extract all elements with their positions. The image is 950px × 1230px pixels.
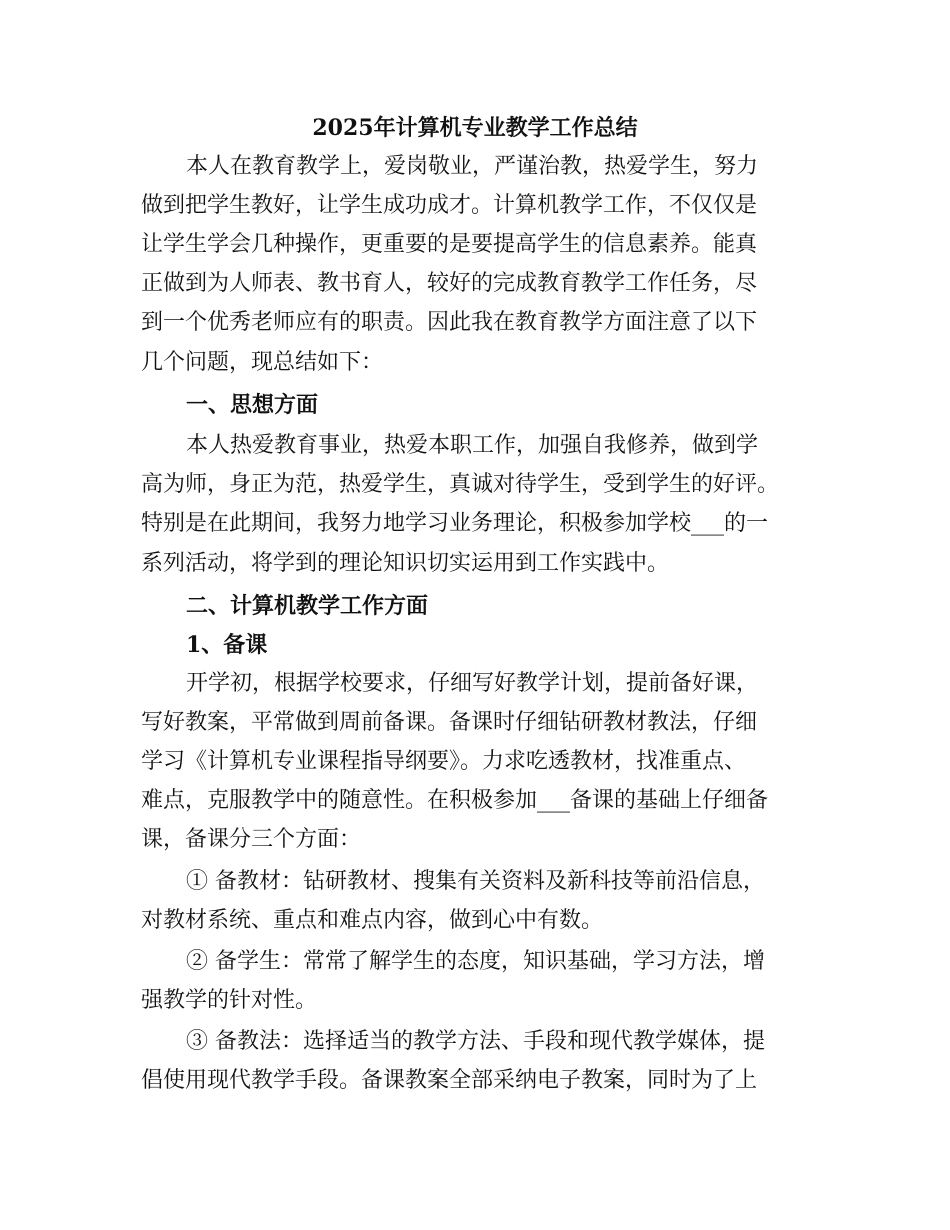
subsection-heading-lesson-prep: 1、备课 bbox=[186, 632, 268, 658]
paragraph-line: 特别是在此期间，我努力地学习业务理论，积极参加学校___的一 bbox=[141, 511, 769, 536]
paragraph-line: 课，备课分三个方面： bbox=[141, 827, 362, 852]
paragraph-line: 开学初，根据学校要求，仔细写好教学计划，提前备好课， bbox=[186, 671, 759, 696]
list-item-materials: ① 备教材：钻研教材、搜集有关资料及新科技等前沿信息， bbox=[186, 869, 765, 894]
paragraph-line: 系列活动，将学到的理论知识切实运用到工作实践中。 bbox=[141, 551, 670, 576]
paragraph-line: 倡使用现代教学手段。备课教案全部采纳电子教案，同时为了上 bbox=[141, 1068, 758, 1093]
paragraph-line: 做到把学生教好，让学生成功成才。计算机教学工作，不仅仅是 bbox=[141, 193, 758, 218]
paragraph-line: 本人热爱教育事业，热爱本职工作，加强自我修养，做到学 bbox=[186, 433, 759, 458]
document-title: 2025年计算机专业教学工作总结 bbox=[312, 115, 638, 141]
section-heading-teaching: 二、计算机教学工作方面 bbox=[186, 593, 429, 619]
paragraph-line: 对教材系统、重点和难点内容，做到心中有数。 bbox=[141, 908, 604, 933]
paragraph-line: 让学生学会几种操作，更重要的是要提高学生的信息素养。能真 bbox=[141, 232, 758, 257]
section-heading-thought: 一、思想方面 bbox=[186, 392, 319, 418]
paragraph-line: 正做到为人师表、教书育人，较好的完成教育教学工作任务，尽 bbox=[141, 271, 758, 296]
paragraph-line: 强教学的针对性。 bbox=[141, 988, 318, 1013]
paragraph-line: 写好教案，平常做到周前备课。备课时仔细钻研教材教法，仔细 bbox=[141, 710, 758, 735]
paragraph-line: 难点，克服教学中的随意性。在积极参加___备课的基础上仔细备 bbox=[141, 788, 769, 813]
paragraph-line: 高为师，身正为范，热爱学生，真诚对待学生，受到学生的好评。 bbox=[141, 472, 780, 497]
list-item-methods: ③ 备教法：选择适当的教学方法、手段和现代教学媒体，提 bbox=[186, 1029, 765, 1054]
paragraph-line: 本人在教育教学上，爱岗敬业，严谨治教，热爱学生，努力 bbox=[186, 154, 759, 179]
paragraph-line: 几个问题，现总结如下： bbox=[141, 350, 384, 375]
list-item-students: ② 备学生：常常了解学生的态度，知识基础，学习方法，增 bbox=[186, 949, 765, 974]
paragraph-line: 到一个优秀老师应有的职责。因此我在教育教学方面注意了以下 bbox=[141, 310, 758, 335]
paragraph-line: 学习《计算机专业课程指导纲要》。力求吃透教材，找准重点、 bbox=[141, 749, 747, 774]
